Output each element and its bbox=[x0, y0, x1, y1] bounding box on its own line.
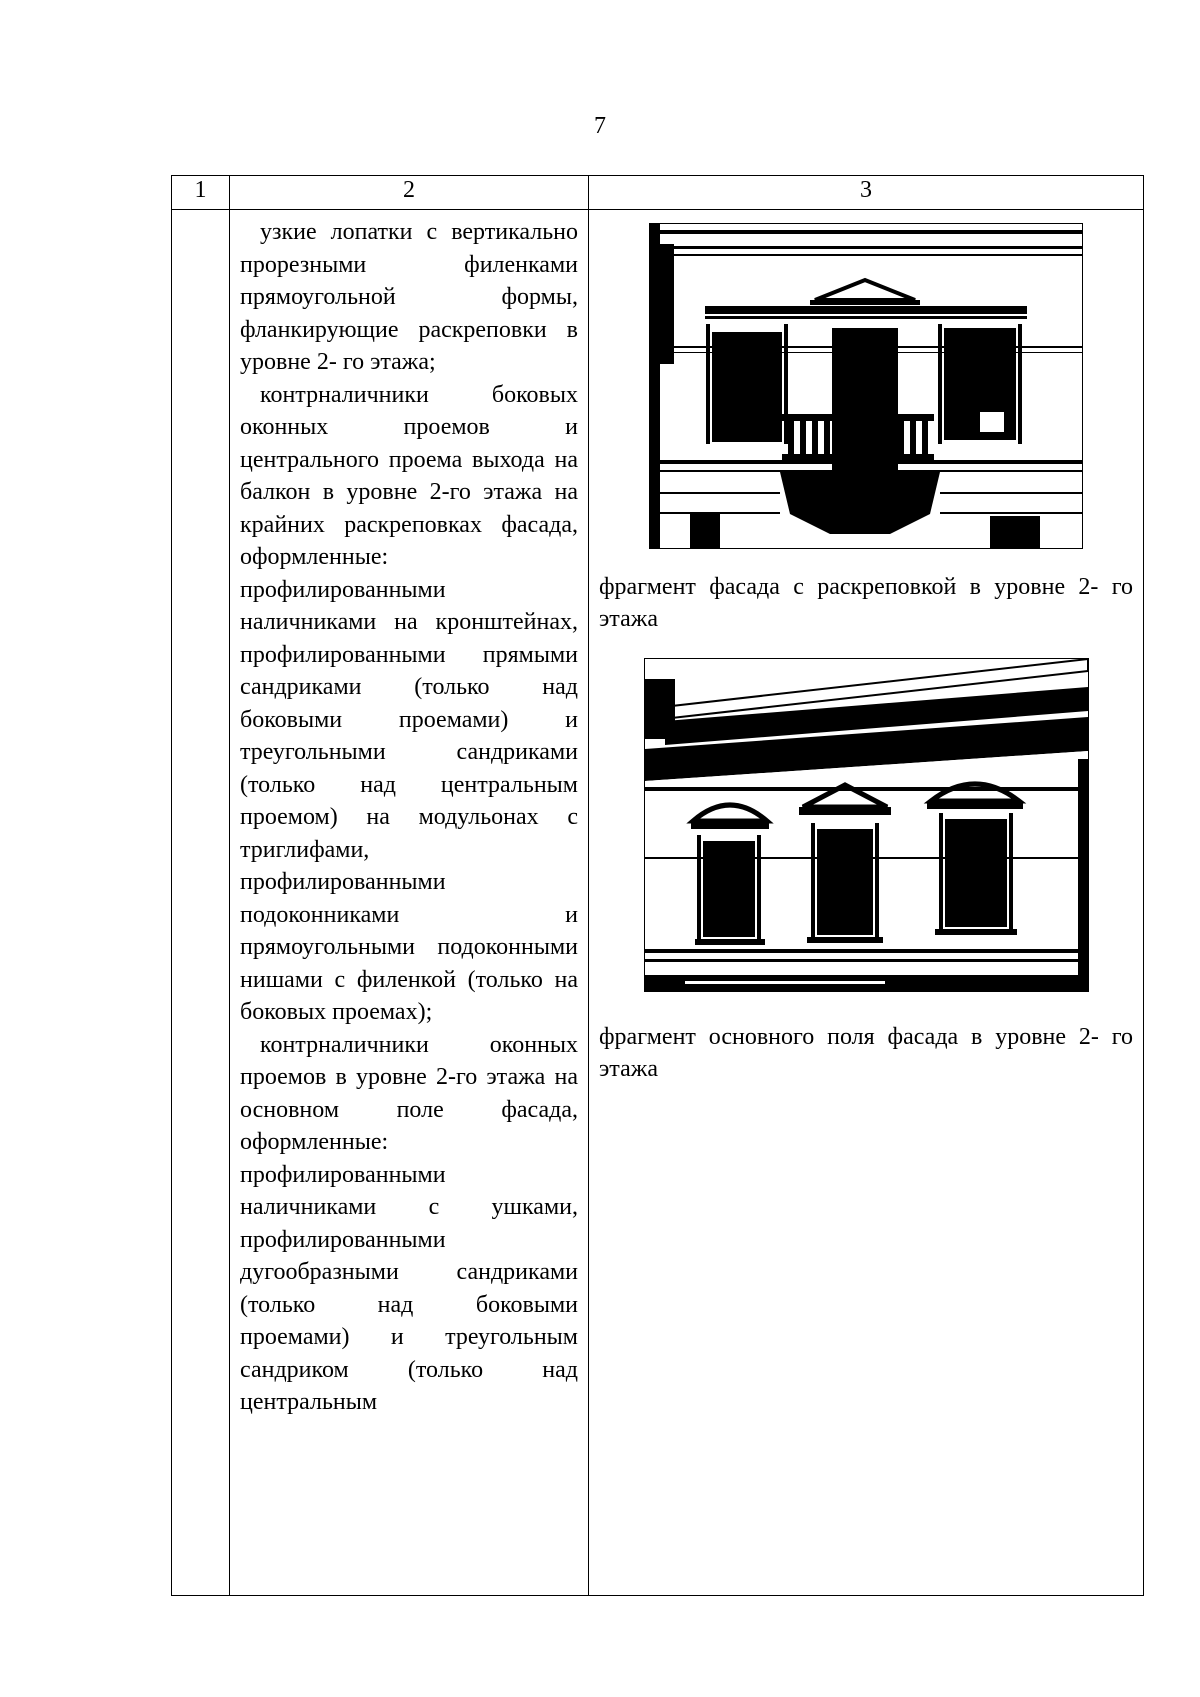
document-table bbox=[171, 175, 1144, 1596]
header-cell-3: 3 bbox=[589, 176, 1144, 210]
figure-2-caption: фрагмент основного поля фасада в уровне 2- го этажа bbox=[599, 1024, 1133, 1082]
figures-cell bbox=[589, 210, 1144, 1596]
paragraph-pilasters: узкие лопатки с вертикально прорезными филенками прямоугольной формы, фланкирующие раскреповки в уровне 2- го этажа; bbox=[240, 219, 578, 375]
figure-1-caption: фрагмент фасада с раскреповкой в уровне 2- го этажа bbox=[599, 574, 1133, 632]
page-number: 7 bbox=[594, 113, 606, 139]
facade-windows-photo-icon bbox=[644, 658, 1089, 992]
paragraph-side-windows: контрналичники боковых оконных проемов и центрального проема выхода на балкон в уровне 2-го этажа на крайних раскреповках фасада, оформленные: профилированными наличниками на кронштейнах, профилированными прямыми сандриками (только над боковыми проемами) и треугольными сандриками (только над центральным проемом) на модульонах с триглифами, профилированными подоконниками и прямоугольными подоконными нишами с филенкой (только на боковых проемах); bbox=[240, 381, 578, 1025]
paragraph-main-windows: контрналичники оконных проемов в уровне 2-го этажа на основном поле фасада, оформленные: профилированными наличниками с ушками, профилированными дугообразными сандриками (только над боковыми проемами) и треугольным сандриком (только над центральным bbox=[240, 1031, 578, 1415]
table-header-row bbox=[172, 176, 1144, 210]
description-cell bbox=[230, 210, 589, 1596]
header-cell-1: 1 bbox=[172, 176, 230, 210]
facade-balcony-photo-icon bbox=[649, 223, 1083, 549]
header-cell-2: 2 bbox=[230, 176, 589, 210]
table-row bbox=[172, 210, 1144, 1596]
row-number-cell bbox=[172, 210, 230, 1596]
